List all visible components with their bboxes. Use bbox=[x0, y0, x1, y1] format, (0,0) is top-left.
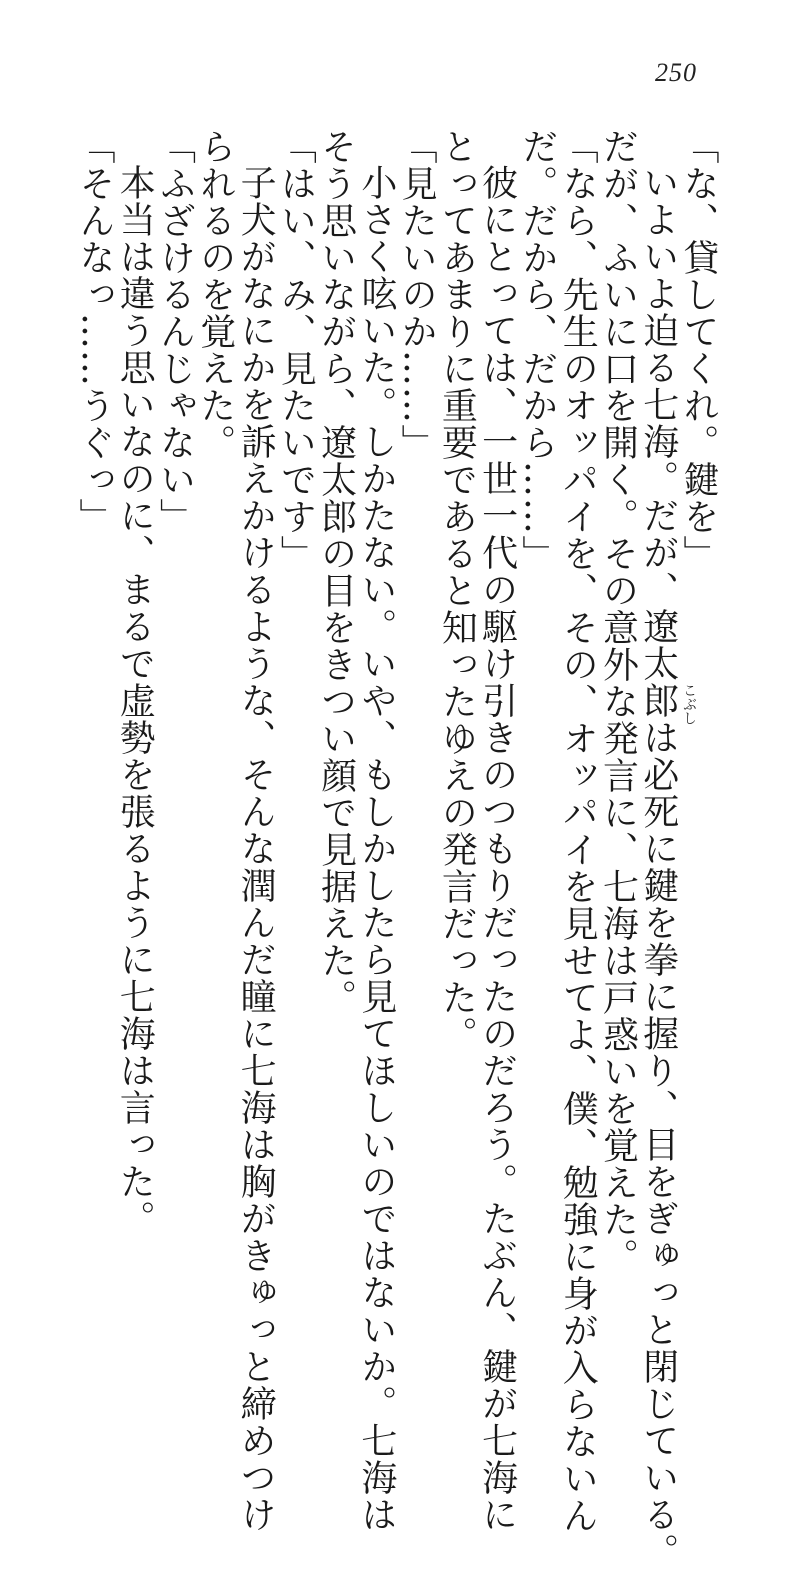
vertical-text-body bbox=[74, 128, 719, 1570]
text-line: 「な、貸してくれ。鍵を」 bbox=[677, 128, 719, 572]
text-line: いよいよ迫る七海。だが、遼太郎は必死に鍵を拳に握り、目をぎゅっと閉じている。 bbox=[637, 164, 679, 1570]
text-line: 「はい、み、見たいです」 bbox=[275, 128, 317, 572]
text-line: 小さく呟いた。しかたない。いや、もしかしたら見てほしいのではないか。七海は bbox=[355, 164, 397, 1533]
text-line: そう思いながら、遼太郎の目をきつい顔で見据えた。 bbox=[315, 128, 357, 1016]
text-line: 「見たいのか……」 bbox=[396, 128, 438, 461]
text-line: 「そんなっ……うぐっ」 bbox=[74, 128, 115, 535]
page-number: 250 bbox=[655, 58, 697, 87]
text-line: 「なら、先生のオッパイを、その、オッパイを見せてよ、僕、勉強に身が入らないん bbox=[557, 128, 599, 1534]
text-line: 「ふざけるんじゃない」 bbox=[154, 128, 196, 535]
text-line: だが、ふいに口を開く。その意外な発言に、七海は戸惑いを覚えた。 bbox=[597, 128, 639, 1275]
ruby-annotation: こぶし bbox=[681, 683, 697, 725]
text-line: だ。だから、だから……」 bbox=[516, 128, 558, 572]
text-line: 彼にとっては、一世一代の駆け引きのつもりだったのだろう。たぶん、鍵が七海に bbox=[476, 164, 518, 1533]
text-line: 本当は違う思いなのに、まるで虚勢を張るように七海は言った。 bbox=[114, 164, 156, 1237]
text-line: 子犬がなにかを訴えかけるような、そんな潤んだ瞳に七海は胸がきゅっと締めつけ bbox=[235, 164, 277, 1533]
text-line: とってあまりに重要であると知ったゆえの発言だった。 bbox=[436, 128, 478, 1053]
text-line: られるのを覚えた。 bbox=[194, 128, 236, 461]
